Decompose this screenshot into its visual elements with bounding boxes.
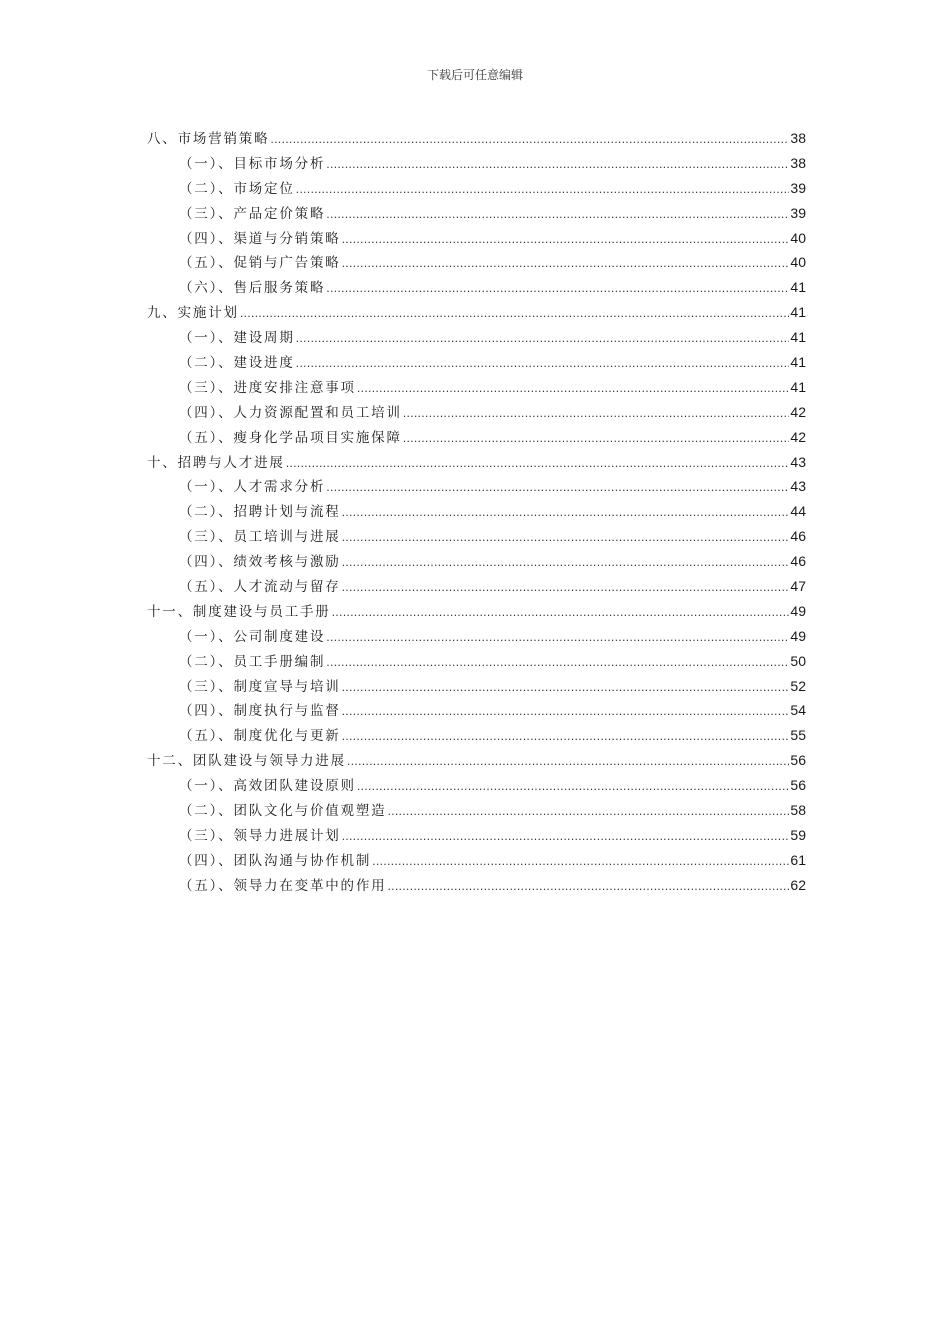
toc-dot-leader bbox=[342, 825, 790, 850]
toc-entry-title: 十一、制度建设与员工手册 bbox=[147, 603, 331, 620]
toc-entry-title: （五）、促销与广告策略 bbox=[179, 255, 341, 272]
toc-section-entry[interactable] bbox=[147, 499, 806, 524]
toc-entry-title: （三）、制度宣导与培训 bbox=[179, 678, 341, 695]
toc-section-entry[interactable] bbox=[147, 474, 806, 499]
toc-page-number: 44 bbox=[790, 503, 806, 520]
toc-page-number: 56 bbox=[790, 752, 806, 769]
toc-page-number: 40 bbox=[790, 254, 806, 271]
toc-entry-title: （四）、人力资源配置和员工培训 bbox=[179, 404, 402, 421]
toc-page-number: 54 bbox=[790, 702, 806, 719]
toc-entry-title: （一）、目标市场分析 bbox=[179, 155, 326, 172]
toc-page-number: 46 bbox=[790, 553, 806, 570]
toc-entry-title: （一）、建设周期 bbox=[179, 330, 295, 347]
toc-dot-leader bbox=[326, 626, 789, 651]
toc-page-number: 55 bbox=[790, 727, 806, 744]
toc-entry-title: （四）、团队沟通与协作机制 bbox=[179, 852, 372, 869]
toc-entry-title: （一）、高效团队建设原则 bbox=[179, 778, 356, 795]
toc-page-number: 56 bbox=[790, 777, 806, 794]
toc-dot-leader bbox=[326, 203, 789, 228]
toc-page-number: 42 bbox=[790, 403, 806, 420]
toc-page-number: 38 bbox=[790, 130, 806, 146]
toc-entry-title: （六）、售后服务策略 bbox=[179, 280, 326, 297]
toc-page-number: 41 bbox=[790, 378, 806, 395]
toc-dot-leader bbox=[326, 651, 789, 676]
toc-entry-title: （二）、员工手册编制 bbox=[179, 653, 326, 670]
toc-page-number: 39 bbox=[790, 204, 806, 221]
toc-dot-leader bbox=[342, 676, 790, 701]
toc-section-entry[interactable] bbox=[147, 425, 806, 450]
toc-dot-leader bbox=[342, 252, 790, 277]
toc-section-entry[interactable] bbox=[147, 176, 806, 201]
toc-page-number: 43 bbox=[790, 453, 806, 470]
toc-section-entry[interactable] bbox=[147, 549, 806, 574]
toc-dot-leader bbox=[270, 128, 789, 153]
toc-page-number: 58 bbox=[790, 802, 806, 819]
toc-section-entry[interactable] bbox=[147, 325, 806, 350]
toc-section-entry[interactable] bbox=[147, 201, 806, 226]
toc-section-entry[interactable] bbox=[147, 250, 806, 275]
header-note: 下载后可任意编辑 bbox=[426, 68, 523, 82]
toc-section-entry[interactable] bbox=[147, 574, 806, 599]
toc-page-number: 46 bbox=[790, 528, 806, 545]
toc-dot-leader bbox=[357, 775, 790, 800]
toc-section-entry[interactable] bbox=[147, 400, 806, 425]
toc-page-number: 59 bbox=[790, 826, 806, 843]
toc-page-number: 41 bbox=[790, 279, 806, 296]
toc-dot-leader bbox=[286, 452, 790, 477]
toc-section-entry[interactable] bbox=[147, 375, 806, 400]
toc-entry-title: 八、市场营销策略 bbox=[147, 131, 270, 147]
toc-dot-leader bbox=[342, 501, 790, 526]
toc-section-entry[interactable] bbox=[147, 674, 806, 699]
toc-section-entry[interactable] bbox=[147, 848, 806, 873]
toc-entry-title: （五）、制度优化与更新 bbox=[179, 728, 341, 745]
toc-entry-title: （二）、建设进度 bbox=[179, 355, 295, 372]
toc-entry-title: 九、实施计划 bbox=[147, 305, 239, 322]
toc-dot-leader bbox=[357, 377, 790, 402]
toc-section-entry[interactable] bbox=[147, 275, 806, 300]
toc-entry-title: 十、招聘与人才进展 bbox=[147, 454, 285, 471]
toc-entry-title: （五）、人才流动与留存 bbox=[179, 579, 341, 596]
toc-page-number: 43 bbox=[790, 478, 806, 495]
toc-dot-leader bbox=[387, 800, 789, 825]
toc-entry-title: （四）、制度执行与监督 bbox=[179, 703, 341, 720]
toc-dot-leader bbox=[342, 526, 790, 551]
toc-entry-title: （三）、进度安排注意事项 bbox=[179, 379, 356, 396]
toc-entry-title: （二）、市场定位 bbox=[179, 180, 295, 197]
toc-section-entry[interactable] bbox=[147, 649, 806, 674]
toc-entry-title: （一）、公司制度建设 bbox=[179, 628, 326, 645]
toc-dot-leader bbox=[342, 700, 790, 725]
toc-dot-leader bbox=[296, 327, 790, 352]
toc-dot-leader bbox=[326, 153, 789, 178]
toc-dot-leader bbox=[326, 476, 789, 501]
toc-chapter-entry[interactable] bbox=[147, 300, 806, 325]
toc-entry-title: （五）、瘦身化学品项目实施保障 bbox=[179, 429, 402, 446]
toc-dot-leader bbox=[347, 750, 790, 775]
toc-entry-title: （五）、领导力在变革中的作用 bbox=[179, 877, 387, 894]
toc-dot-leader bbox=[342, 228, 790, 253]
toc-section-entry[interactable] bbox=[147, 151, 806, 176]
toc-dot-leader bbox=[296, 178, 790, 203]
toc-page-number: 41 bbox=[790, 304, 806, 321]
toc-dot-leader bbox=[372, 850, 789, 875]
toc-page-number: 42 bbox=[790, 428, 806, 445]
toc-section-entry[interactable] bbox=[147, 823, 806, 848]
toc-entry-title: 十二、团队建设与领导力进展 bbox=[147, 753, 346, 770]
toc-entry-title: （三）、员工培训与进展 bbox=[179, 529, 341, 546]
toc-entry-title: （四）、渠道与分销策略 bbox=[179, 230, 341, 247]
toc-dot-leader bbox=[240, 302, 790, 327]
toc-page-number: 40 bbox=[790, 229, 806, 246]
toc-entry-title: （三）、产品定价策略 bbox=[179, 205, 326, 222]
toc-dot-leader bbox=[332, 601, 790, 626]
toc-page-number: 47 bbox=[790, 578, 806, 595]
toc-page-number: 52 bbox=[790, 677, 806, 694]
toc-page-number: 50 bbox=[790, 652, 806, 669]
toc-section-entry[interactable] bbox=[147, 873, 806, 898]
toc-entry-title: （四）、绩效考核与激励 bbox=[179, 554, 341, 571]
toc-section-entry[interactable] bbox=[147, 524, 806, 549]
toc-chapter-entry[interactable] bbox=[147, 748, 806, 773]
toc-dot-leader bbox=[403, 427, 790, 452]
toc-page-number: 49 bbox=[790, 602, 806, 619]
toc-section-entry[interactable] bbox=[147, 723, 806, 748]
toc-dot-leader bbox=[403, 402, 790, 427]
toc-section-entry[interactable] bbox=[147, 226, 806, 251]
toc-chapter-entry[interactable] bbox=[147, 599, 806, 624]
toc-section-entry[interactable] bbox=[147, 798, 806, 823]
toc-page-number: 39 bbox=[790, 179, 806, 196]
toc-chapter-entry[interactable] bbox=[147, 450, 806, 475]
toc-entry-title: （三）、领导力进展计划 bbox=[179, 827, 341, 844]
toc-dot-leader bbox=[342, 551, 790, 576]
toc-section-entry[interactable] bbox=[147, 624, 806, 649]
toc-page-number: 62 bbox=[790, 876, 806, 893]
toc-entry-title: （二）、招聘计划与流程 bbox=[179, 504, 341, 521]
toc-section-entry[interactable] bbox=[147, 350, 806, 375]
toc-page-number: 49 bbox=[790, 627, 806, 644]
toc-dot-leader bbox=[326, 277, 789, 302]
toc-section-entry[interactable] bbox=[147, 698, 806, 723]
toc-section-entry[interactable] bbox=[147, 773, 806, 798]
toc-page-number: 61 bbox=[790, 851, 806, 868]
toc-dot-leader bbox=[296, 352, 790, 377]
toc-entry-title: （二）、团队文化与价值观塑造 bbox=[179, 803, 387, 820]
toc-dot-leader bbox=[342, 576, 790, 601]
table-of-contents bbox=[147, 126, 806, 898]
toc-page-number: 41 bbox=[790, 354, 806, 371]
toc-chapter-entry[interactable] bbox=[147, 126, 806, 151]
toc-dot-leader bbox=[387, 875, 789, 900]
toc-page-number: 41 bbox=[790, 329, 806, 346]
toc-entry-title: （一）、人才需求分析 bbox=[179, 479, 326, 496]
toc-dot-leader bbox=[342, 725, 790, 750]
toc-page-number: 38 bbox=[790, 154, 806, 171]
